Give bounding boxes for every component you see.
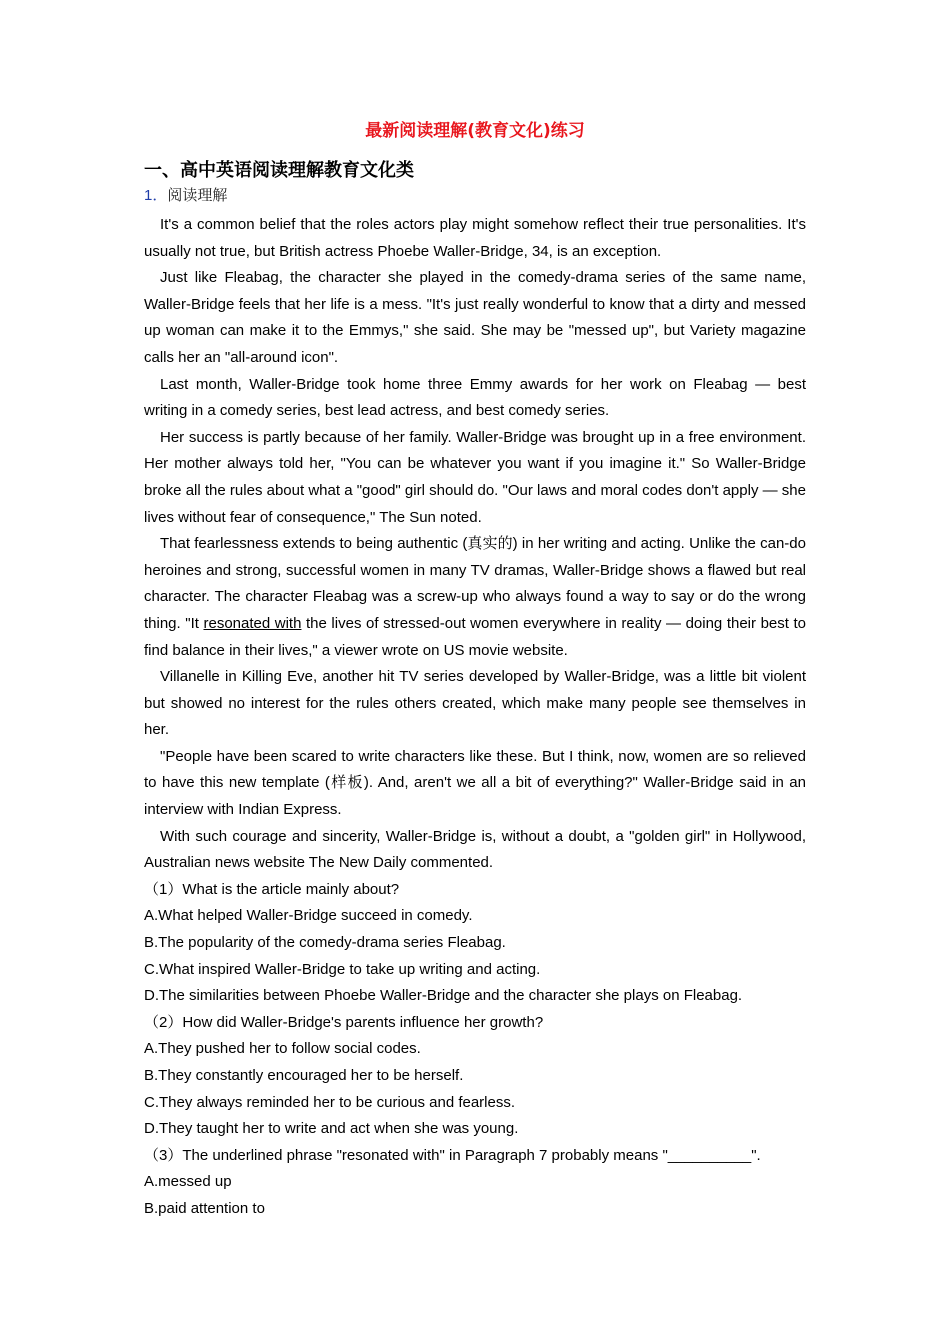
question-number: 1． — [144, 187, 168, 204]
passage-paragraph-8: With such courage and sincerity, Waller-Bridge is, without a doubt, a "golden girl" in Hollywood, Australian news website The New Daily commented. — [144, 827, 806, 872]
question-1-option-d: D.The similarities between Phoebe Waller-Bridge and the character she plays on Fleabag. — [144, 987, 743, 1005]
document-title: 最新阅读理解(教育文化)练习 — [365, 121, 585, 141]
question-2-stem: （2）How did Waller-Bridge's parents influence her growth? — [144, 1013, 544, 1031]
question-label: 阅读理解 — [167, 186, 228, 204]
question-1-stem: （1）What is the article mainly about? — [144, 880, 400, 898]
paragraph-5-text-after: the lives of stressed-out women everywhere in reality — doing their best to find balance in their lives," a viewer wrote on US movie website. — [144, 614, 806, 659]
question-2-option-a: A.They pushed her to follow social codes. — [144, 1040, 421, 1058]
question-1-option-c: C.What inspired Waller-Bridge to take up writing and acting. — [144, 960, 541, 978]
passage-paragraph-1: It's a common belief that the roles actors play might somehow reflect their true personalities. It's usually not true, but British actress Phoebe Waller-Bridge, 34, is an exception. — [144, 216, 806, 260]
underlined-phrase: resonated with — [203, 614, 302, 632]
question-header — [144, 184, 806, 207]
question-2-option-b: B.They constantly encouraged her to be herself. — [144, 1067, 464, 1084]
passage-paragraph-2: Just like Fleabag, the character she played in the comedy-drama series of the same name, Waller-Bridge feels that her life is a mess. "It's just really wonderful to know that a dirty and messed up woman can make it to the Emmys," she said. She may be "messed up", but Variety magazine calls her an "all-around icon". — [144, 269, 806, 366]
passage-paragraph-6: Villanelle in Killing Eve, another hit TV series developed by Waller-Bridge, was a little bit violent but showed no interest for the rules others created, which make many people see themselves in her. — [144, 668, 806, 739]
passage-paragraph-7: "People have been scared to write characters like these. But I think, now, women are so relieved to have this new template (样板). And, aren't we all a bit of everything?" Waller-Bridge said in an interview with Indian Express. — [144, 747, 806, 819]
passage-paragraph-4: Her success is partly because of her family. Waller-Bridge was brought up in a free environment. Her mother always told her, "You can be whatever you want if you imagine it." So Waller-Bridge broke all the rules about what a "good" girl should do. "Our laws and moral codes don't apply — she lives without fear of consequence," The Sun noted. — [144, 428, 806, 526]
paragraph-5-text-before: That fearlessness extends to being authentic (真实的) in her writing and acting. Unlike the can-do heroines and strong, successful women in many TV dramas, Waller-Bridge shows a flawed but real character. The character Fleabag was a screw-up who always found a way to say or do the wrong thing. "It — [144, 535, 806, 632]
question-1-option-a: A.What helped Waller-Bridge succeed in comedy. — [144, 907, 473, 925]
question-3-option-b: B.paid attention to — [144, 1199, 265, 1217]
document-body — [144, 158, 806, 1223]
question-2-option-d: D.They taught her to write and act when she was young. — [144, 1120, 519, 1138]
passage-paragraph-5 — [144, 531, 806, 664]
question-3-stem: （3）The underlined phrase "resonated with" in Paragraph 7 probably means "__________". — [144, 1146, 761, 1164]
question-1-option-b: B.The popularity of the comedy-drama series Fleabag. — [144, 934, 506, 952]
question-3-option-a: A.messed up — [144, 1173, 232, 1191]
section-heading: 一、高中英语阅读理解教育文化类 — [144, 160, 414, 181]
passage-paragraph-3: Last month, Waller-Bridge took home three Emmy awards for her work on Fleabag — best writing in a comedy series, best lead actress, and best comedy series. — [144, 375, 806, 420]
question-2-option-c: C.They always reminded her to be curious and fearless. — [144, 1093, 516, 1111]
